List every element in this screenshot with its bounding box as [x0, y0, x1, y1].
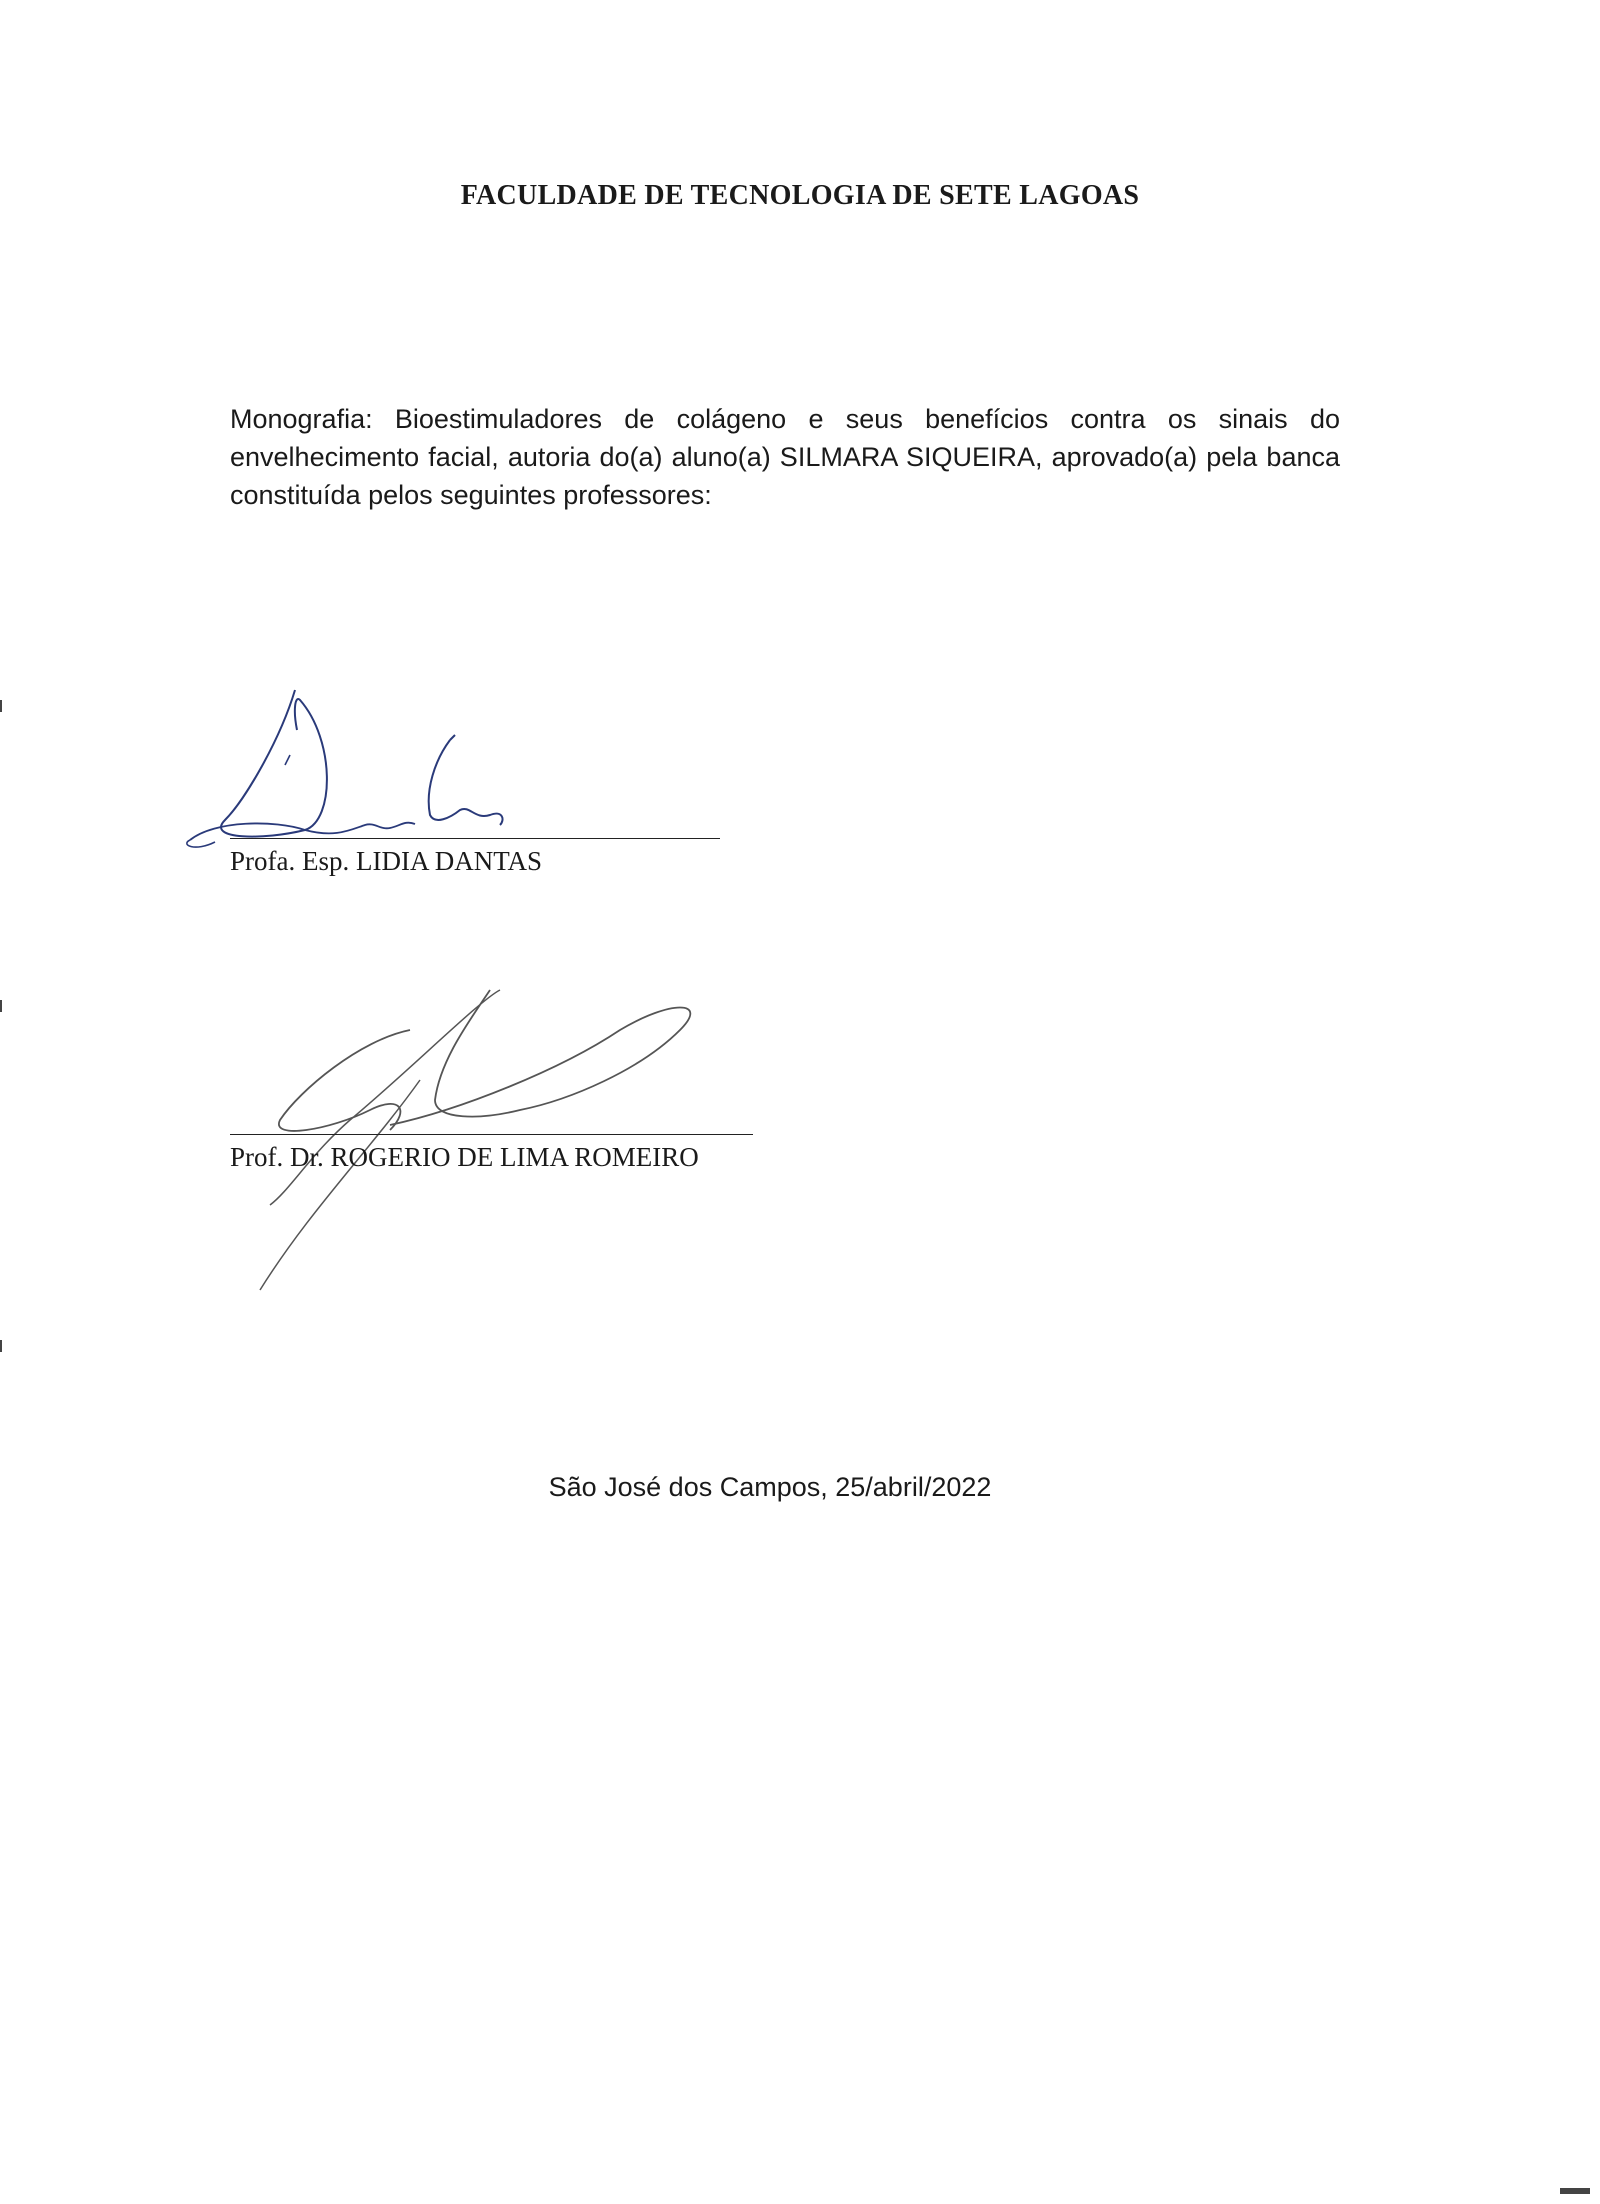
- signatory-name-2: Prof. Dr. ROGERIO DE LIMA ROMEIRO: [230, 1142, 699, 1172]
- handwritten-signature-2: [240, 960, 840, 1320]
- scan-edge-mark: [0, 700, 2, 712]
- scan-edge-mark: [0, 1340, 2, 1352]
- scan-edge-mark: [1560, 2188, 1590, 2194]
- signature-line-1: [230, 838, 720, 839]
- signatory-name-1: Profa. Esp. LIDIA DANTAS: [230, 846, 543, 876]
- handwritten-signature-1: [185, 680, 545, 860]
- signature-line-2: [230, 1134, 753, 1135]
- institution-title: FACULDADE DE TECNOLOGIA DE SETE LAGOAS: [460, 180, 1140, 211]
- approval-statement: Monografia: Bioestimuladores de colágeno e seus benefícios contra os sinais do envelhecimento facial, autoria do(a) aluno(a) SILMARA SIQUEIRA, aprovado(a) pela banca constituída pelos seguintes professores:: [230, 404, 1340, 510]
- scan-edge-mark: [0, 1000, 2, 1012]
- place-date: São José dos Campos, 25/abril/2022: [548, 1472, 992, 1502]
